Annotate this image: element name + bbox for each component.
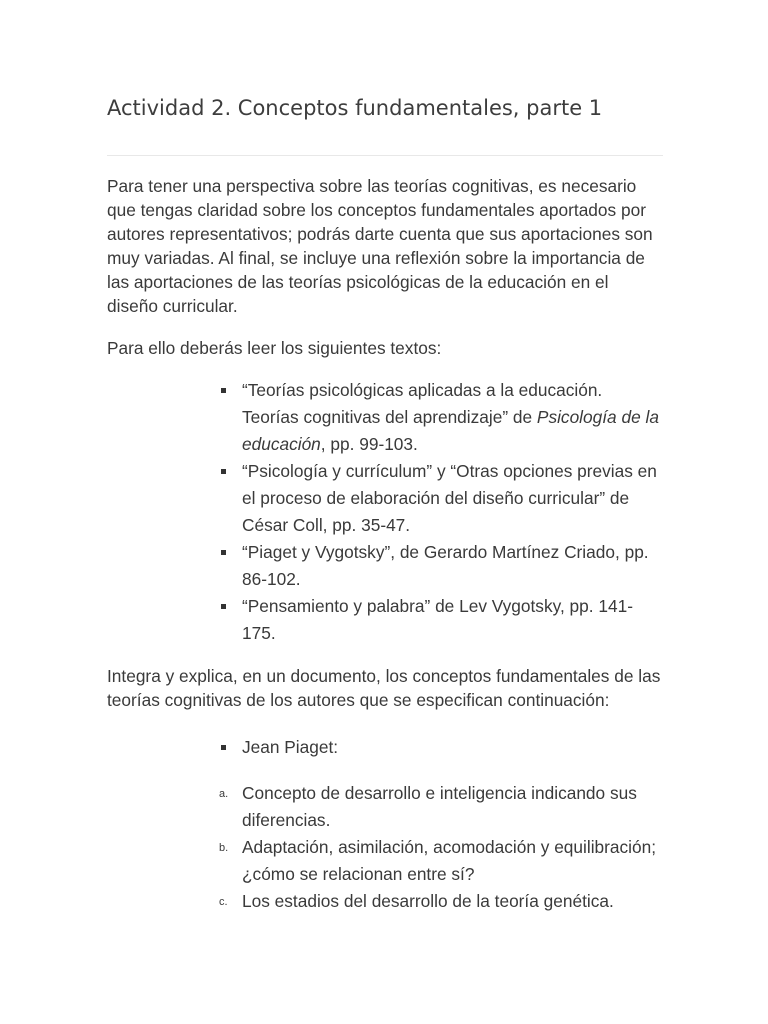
subtopic-text: Concepto de desarrollo e inteligencia indicando sus diferencias. <box>242 783 637 830</box>
reading-text: “Psicología y currículum” y “Otras opciones previas en el proceso de elaboración del diseño curricular” de César Coll, pp. 35-47. <box>242 461 657 535</box>
intro-paragraph: Para tener una perspectiva sobre las teorías cognitivas, es necesario que tengas claridad sobre los conceptos fundamentales aportados por autores representativos; podrás darte cuenta que sus aportaciones son muy variadas. Al final, se incluye una reflexión sobre la importancia de las aportaciones de las teorías psicológicas de la educación en el diseño curricular. <box>107 176 653 316</box>
subtopic-item <box>219 834 663 888</box>
reading-item <box>219 458 663 539</box>
author-name: Jean Piaget: <box>242 737 339 757</box>
bullet-marker <box>221 550 226 555</box>
reading-text: “Piaget y Vygotsky”, de Gerardo Martínez Criado, pp. 86-102. <box>242 542 649 589</box>
reading-text: “Teorías psicológicas aplicadas a la educación. Teorías cognitivas del aprendizaje” de <box>242 380 603 427</box>
bullet-marker <box>221 745 226 750</box>
page-title: Actividad 2. Conceptos fundamentales, parte 1 <box>107 96 603 120</box>
readings-list <box>219 377 663 647</box>
reading-item <box>219 593 663 647</box>
subtopic-marker: a. <box>219 788 229 800</box>
bullet-marker <box>221 388 226 393</box>
bullet-marker <box>221 469 226 474</box>
author-item <box>219 734 663 761</box>
reading-intro-paragraph: Para ello deberás leer los siguientes textos: <box>107 338 442 358</box>
reading-item <box>219 377 663 458</box>
title-divider <box>107 155 663 156</box>
subtopics-list <box>219 780 663 915</box>
subtopic-marker: c. <box>219 896 228 908</box>
reading-book-title: Psicología de la educación <box>242 407 659 454</box>
author-list <box>219 734 663 761</box>
subtopic-marker: b. <box>219 842 229 854</box>
reading-pages: , pp. 99-103. <box>320 434 418 454</box>
subtopic-item <box>219 888 663 915</box>
bullet-marker <box>221 604 226 609</box>
subtopic-text: Adaptación, asimilación, acomodación y equilibración; ¿cómo se relacionan entre sí? <box>242 837 657 884</box>
subtopic-item <box>219 780 663 834</box>
reading-item <box>219 539 663 593</box>
reading-text: “Pensamiento y palabra” de Lev Vygotsky, pp. 141-175. <box>242 596 633 643</box>
task-paragraph: Integra y explica, en un documento, los conceptos fundamentales de las teorías cognitivas de los autores que se especifican continuación: <box>107 666 661 710</box>
subtopic-text: Los estadios del desarrollo de la teoría genética. <box>242 891 614 911</box>
